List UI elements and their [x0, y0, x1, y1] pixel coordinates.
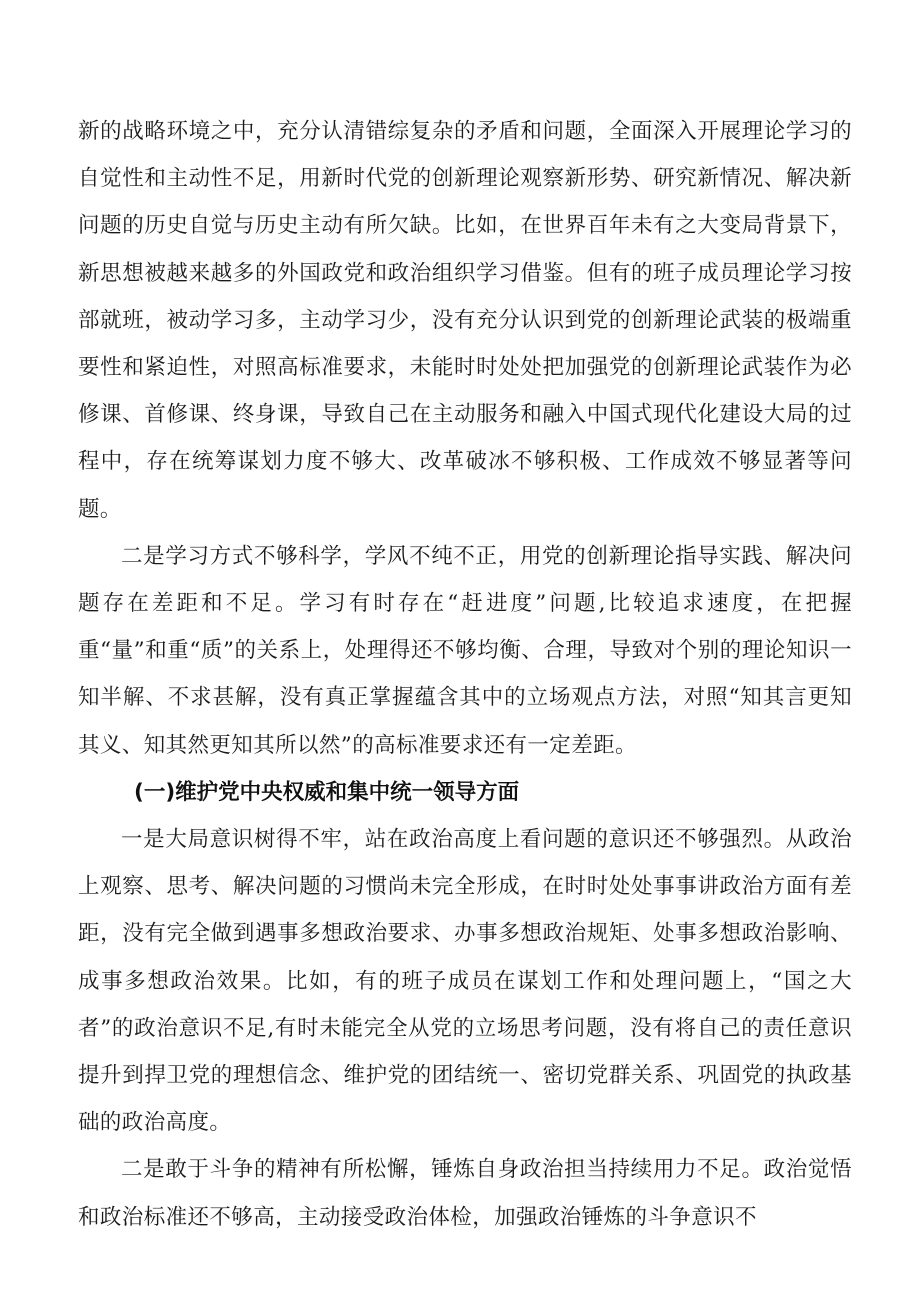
paragraph-4: 二是敢于斗争的精神有所松懈，锤炼自身政治担当持续用力不足。政治觉悟和政治标准还不够高，主动接受政治体检，加强政治锤炼的斗争意识不 [78, 1157, 852, 1230]
section-heading: (一)维护党中央权威和集中统一领导方面 [134, 779, 520, 805]
paragraph-3: 一是大局意识树得不牢，站在政治高度上看问题的意识还不够强烈。从政治上观察、思考、解决问题的习惯尚未完全形成，在时时处处事事讲政治方面有差距，没有完全做到遇事多想政治要求、办事多想政治规矩、处事多想政治影响、成事多想政治效果。比如，有的班子成员在谋划工作和处理问题上，“国之大者”的政治意识不足,有时未能完全从党的立场思考问题，没有将自己的责任意识提升到捍卫党的理想信念、维护党的团结统一、密切党群关系、巩固党的执政基础的政治高度。 [78, 827, 852, 1136]
document-body [78, 108, 852, 1241]
paragraph-2: 二是学习方式不够科学，学风不纯不正，用党的创新理论指导实践、解决问题存在差距和不足。学习有时存在“赶进度”问题,比较追求速度，在把握重“量”和重“质”的关系上，处理得还不够均衡、合理，导致对个别的理论知识一知半解、不求甚解，没有真正掌握蕴含其中的立场观点方法，对照“知其言更知其义、知其然更知其所以然”的高标准要求还有一定差距。 [78, 543, 852, 758]
paragraph-1: 新的战略环境之中，充分认清错综复杂的矛盾和问题，全面深入开展理论学习的自觉性和主动性不足，用新时代党的创新理论观察新形势、研究新情况、解决新问题的历史自觉与历史主动有所欠缺。比如，在世界百年未有之大变局背景下，新思想被越来越多的外国政党和政治组织学习借鉴。但有的班子成员理论学习按部就班，被动学习多，主动学习少，没有充分认识到党的创新理论武装的极端重要性和紧迫性，对照高标准要求，未能时时处处把加强党的创新理论武装作为必修课、首修课、终身课，导致自己在主动服务和融入中国式现代化建设大局的过程中，存在统筹谋划力度不够大、改革破冰不够积极、工作成效不够显著等问题。 [78, 119, 852, 522]
